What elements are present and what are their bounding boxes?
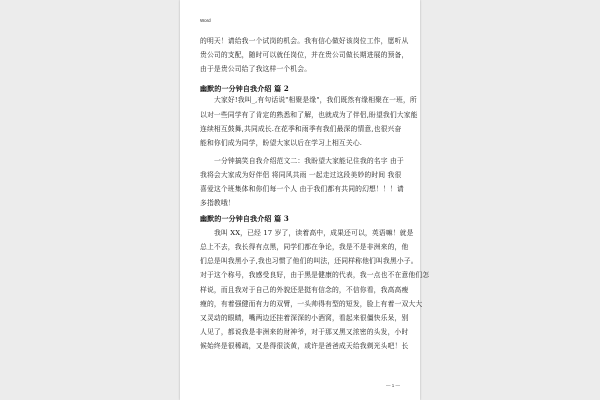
text-line: 由于是贵公司给了我这样一个机会。: [200, 65, 312, 73]
text-line: 们总是叫我黑小子,我也习惯了他们的叫法，还同样称他们叫我黑小子。: [200, 257, 418, 265]
section-heading: 幽默的一分钟自我介绍 篇 3: [200, 214, 289, 223]
section-heading: 幽默的一分钟自我介绍 篇 2: [200, 84, 289, 93]
text-line: 又灵动的眼睛，嘴两边还挂着深深的小酒窝，看起来很僵快乐呆，别: [200, 314, 409, 322]
text-line: 的明天！请给我一个试岗的机会。我有信心做好该岗位工作，愿听从: [200, 37, 409, 45]
text-line: 对于这个称号，我感受良好，由于黑是健康的代表，我一点也不在意他们怎: [200, 271, 430, 279]
text-line: 候始终是很稀疏，又是得很淡黄，或许是爸爸成天给我剃光头吧！长: [200, 342, 409, 350]
text-line: 能和你们成为同学，盼望大家以后在学习上相互关心.: [200, 139, 363, 147]
text-line: 多指教哦！: [200, 199, 235, 207]
document-page: [180, 0, 430, 400]
text-line: 喜爱这个班集体和你们每一个人 由于我们都有共同的幻想！！！请: [200, 185, 404, 193]
text-line: 瘦的，有着强健而有力的双臂，一头帅得有型的短发，脸上有着一双大大: [200, 300, 423, 308]
text-line: 贵公司的支配，随时可以就任岗位，并在贵公司做长期进展的预备，: [200, 51, 409, 59]
text-line: 大家好!我叫_,有句话说"相聚是缘"，我们既然有缘相聚在一班，所: [214, 96, 417, 104]
text-line: 我将会大家成为好伴侣 将同风共雨 一起走过这段美妙的时间 我很: [200, 171, 402, 179]
page-number: — 1 —: [385, 383, 400, 388]
text-line: 总上不去，我长得有点黑，同学们都在争论，我是不是非洲来的，他: [200, 243, 409, 251]
text-line: 我叫 XX，已经 17 岁了，读着高中，成果还可以，英语嘛！就是: [214, 229, 414, 237]
text-line: 一分钟搞笑自我介绍范文二：我盼望大家能记住我的名字 由于: [214, 157, 404, 165]
text-line: 以对一些同学有了肯定的熟悉和了解，也就成为了伴侣,盼望我们大家能: [200, 111, 418, 119]
text-line: 样说，而且我对于自己的外貌还是挺有信念的，不信你看，我高高瘦: [200, 286, 409, 294]
text-line: 人见了，都说我是非洲来的财神爷，对于那又黑又浓密的头发，小时: [200, 328, 409, 336]
text-line: 连续相互鼓舞,共同成长.在花季和雨季有我们最深的情意,也很兴奋: [200, 125, 402, 133]
page-header: Word: [200, 18, 211, 23]
